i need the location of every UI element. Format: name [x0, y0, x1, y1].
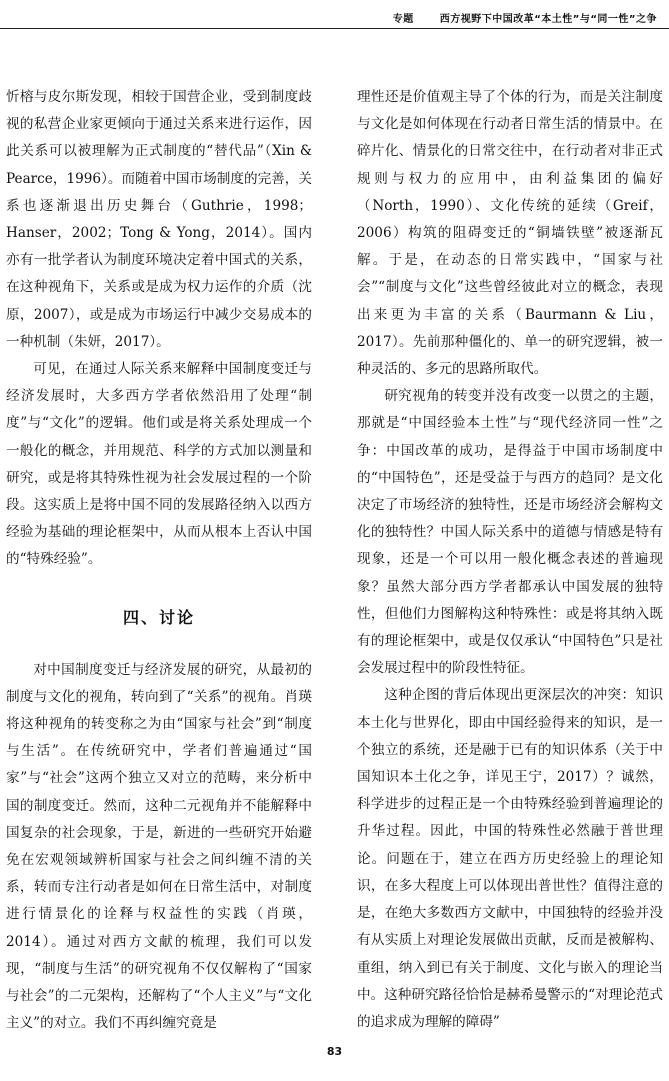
left-column [6, 84, 312, 1044]
paragraph: 忻榕与皮尔斯发现，相较于国营企业，受到制度歧视的私营企业家更倾向于通过关系来进行运作，因此关系可以被理解为正式制度的“替代品”（Xin & Pearce，1996）。而随着中国市场制度的完善，关系也逐渐退出历史舞台（Guthrie，1998；Hanser，2002；Tong & Yong，2014）。国内亦有一批学者认为制度环境决定着中国式的关系，在这种视角下，关系或是成为权力运作的介质（沈原，2007），或是成为市场运行中减少交易成本的一种机制（朱妍，2017）。 [6, 89, 312, 350]
section-heading: 四、讨论 [122, 607, 195, 627]
right-column [357, 84, 664, 1030]
page-number: 83 [326, 1045, 343, 1058]
paragraph: 这种企图的背后体现出更深层次的冲突：知识本土化与世界化，即由中国经验得来的知识，是一个独立的系统，还是融于已有的知识体系（关于中国知识本土化之争，详见王宁，2017）？诚然，科学进步的过程正是一个由特殊经验到普遍理论的升华过程。因此，中国的特殊性必然融于普世理论。问题在于，建立在西方历史经验上的理论知识，在多大程度上可以体现出普世性？值得注意的是，在绝大多数西方文献中，中国独特的经验并没有从实质上对理论发展做出贡献，反而是被解构、重组，纳入到已有关于制度、文化与嵌入的理论当中。这种研究路径恰恰是赫希曼警示的“对理论范式的追求成为理解的障碍” [357, 687, 664, 1030]
paragraph: 研究视角的转变并没有改变一以贯之的主题，那就是“中国经验本土性”与“现代经济同一性”之争：中国改革的成功，是得益于中国市场制度中的“中国特色”，还是受益于与西方的趋同？是文化决定了市场经济的独特性，还是市场经济会解构文化的独特性？中国人际关系中的道德与情感是特有现象，还是一个可以用一般化概念表述的普遍现象？虽然大部分西方学者都承认中国发展的独特性，但他们力图解构这种特殊性：或是将其纳入既有的理论框架中，或是仅仅承认“中国特色”只是社会发展过程中的阶段性特征。 [357, 388, 663, 677]
paragraph: 对中国制度变迁与经济发展的研究，从最初的制度与文化的视角，转向到了“关系”的视角。肖瑛将这种视角的转变称之为由“国家与社会”到“制度与生活”。在传统研究中，学者们普遍通过“国家”与“社会”这两个独立又对立的范畴，来分析中国的制度变迁。然而，这种二元视角并不能解释中国复杂的社会现象，于是，新进的一些研究开始避免在宏观领域辨析国家与社会之间纠缠不清的关系，转而专注行动者是如何在日常生活中，对制度进行情景化的诠释与权益性的实践（肖瑛，2014）。通过对西方文献的梳理，我们可以发现，“制度与生活”的研究视角不仅仅解构了“国家与社会”的二元架构，还解构了“个人主义”与“文化主义”的对立。我们不再纠缠究竟是 [6, 661, 312, 1032]
paragraph: 理性还是价值观主导了个体的行为，而是关注制度与文化是如何体现在行动者日常生活的情景中。在碎片化、情景化的日常交往中，在行动者对非正式规则与权力的应用中，由利益集团的偏好（North，1990）、文化传统的延续（Greif，2006）构筑的阻碍变迁的“铜墙铁壁”被逐渐瓦解。于是，在动态的日常实践中，“国家与社会”“制度与文化”这些曾经彼此对立的概念，表现出来更为丰富的关系（Baurmann & Liu，2017）。先前那种僵化的、单一的研究逻辑，被一种灵活的、多元的思路所取代。 [357, 89, 663, 378]
header-rule [0, 28, 669, 29]
running-header [393, 10, 657, 25]
paragraph: 可见，在通过人际关系来解释中国制度变迁与经济发展时，大多西方学者依然沿用了处理“制度”与“文化”的逻辑。他们或是将关系处理成一个一般化的概念，并用规范、科学的方式加以测量和研究，或是将其特殊性视为社会发展过程的一个阶段。这实质上是将中国不同的发展路径纳入以西方经验为基础的理论框架中，从而从根本上否认中国的“特殊经验”。 [6, 361, 312, 568]
running-title: 西方视野下中国改革“本土性”与“同一性”之争 [439, 14, 657, 25]
section-tag: 专题 [392, 14, 414, 25]
